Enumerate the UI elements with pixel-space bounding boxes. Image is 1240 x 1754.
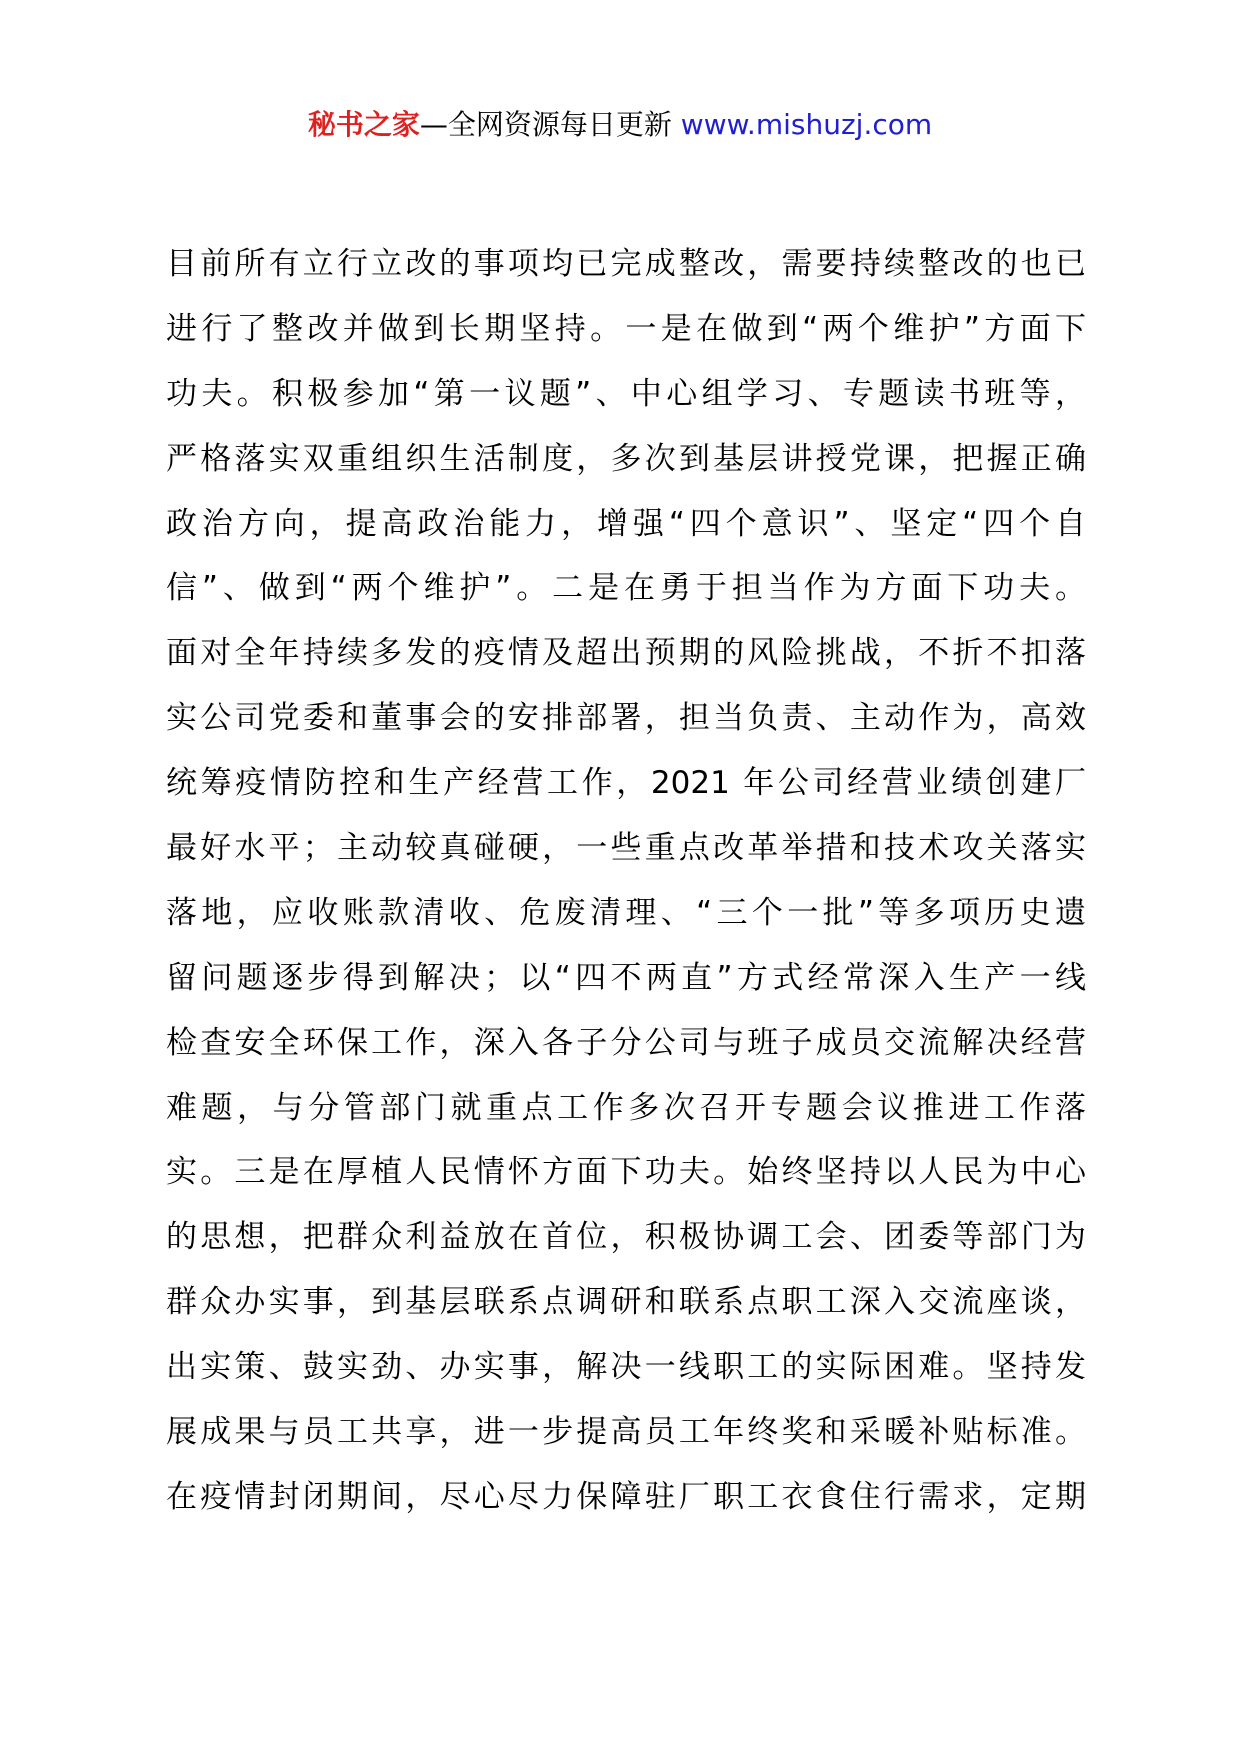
text-line: 信”、做到“两个维护”。二是在勇于担当作为方面下功夫。	[166, 570, 1086, 607]
text-line: 实。三是在厚植人民情怀方面下功夫。始终坚持以人民为中心	[166, 1154, 1086, 1191]
text-line: 政治方向，提高政治能力，增强“四个意识”、坚定“四个自	[166, 505, 1086, 542]
text-line: 落地，应收账款清收、危废清理、“三个一批”等多项历史遗	[166, 894, 1086, 931]
text-line: 展成果与员工共享，进一步提高员工年终奖和采暖补贴标准。	[166, 1414, 1086, 1451]
document-body	[166, 232, 1086, 1530]
text-line: 最好水平；主动较真碰硬，一些重点改革举措和技术攻关落实	[166, 830, 1086, 867]
text-line: 进行了整改并做到长期坚持。一是在做到“两个维护”方面下	[166, 310, 1086, 347]
text-line: 统筹疫情防控和生产经营工作，2021 年公司经营业绩创建厂	[166, 765, 1086, 802]
site-brand: 秘书之家	[307, 108, 420, 141]
site-tagline: —全网资源每日更新	[419, 108, 672, 141]
text-line: 实公司党委和董事会的安排部署，担当负责、主动作为，高效	[166, 700, 1086, 737]
text-line: 检查安全环保工作，深入各子分公司与班子成员交流解决经营	[166, 1024, 1086, 1061]
site-header	[0, 100, 1240, 150]
text-line: 难题，与分管部门就重点工作多次召开专题会议推进工作落	[166, 1089, 1086, 1126]
text-line: 的思想，把群众利益放在首位，积极协调工会、团委等部门为	[166, 1219, 1086, 1256]
text-line: 群众办实事，到基层联系点调研和联系点职工深入交流座谈，	[166, 1284, 1086, 1321]
text-line: 目前所有立行立改的事项均已完成整改，需要持续整改的也已	[166, 246, 1086, 282]
text-line: 严格落实双重组织生活制度，多次到基层讲授党课，把握正确	[166, 440, 1086, 477]
site-url-link[interactable]: www.mishuzj.com	[680, 108, 933, 141]
text-line: 留问题逐步得到解决；以“四不两直”方式经常深入生产一线	[166, 959, 1086, 996]
text-line: 面对全年持续多发的疫情及超出预期的风险挑战，不折不扣落	[166, 635, 1086, 672]
text-line: 在疫情封闭期间，尽心尽力保障驻厂职工衣食住行需求，定期	[166, 1478, 1086, 1515]
text-line: 功夫。积极参加“第一议题”、中心组学习、专题读书班等，	[166, 375, 1086, 412]
text-line: 出实策、鼓实劲、办实事，解决一线职工的实际困难。坚持发	[166, 1349, 1086, 1386]
